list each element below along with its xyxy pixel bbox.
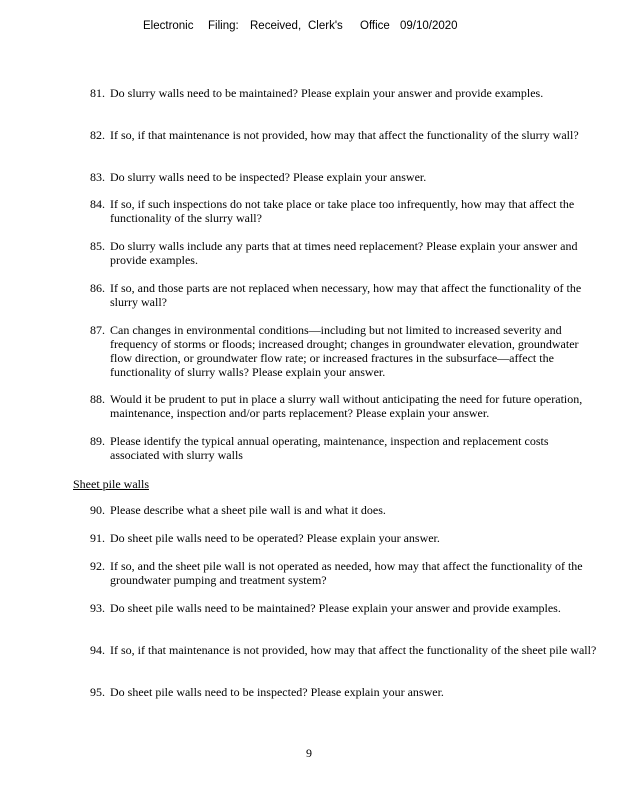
question-item: [90, 239, 600, 267]
page-number: 9: [306, 746, 312, 760]
question-text: If so, if such inspections do not take place or take place too infrequently, how may that affect the functionality of the slurry wall?: [110, 197, 575, 225]
question-text: If so, and those parts are not replaced when necessary, how may that affect the functionality of the slurry wall?: [110, 281, 582, 309]
question-text: If so, and the sheet pile wall is not operated as needed, how may that affect the functionality of the groundwater pumping and treatment system?: [110, 559, 583, 587]
question-item: [90, 559, 600, 587]
header-electronic: Electronic: [143, 20, 194, 32]
header-filing: Filing:: [208, 20, 239, 32]
question-text: Can changes in environmental conditions—including but not limited to increased severity and frequency of storms or floods; increased drought; changes in groundwater elevation, groundwater flow direction, or groundwater flow rate; or increased fractures in the subsurface—affect the functionality of slurry walls? Please explain your answer.: [110, 323, 579, 379]
question-text: Please describe what a sheet pile wall is and what it does.: [110, 503, 386, 517]
question-item: [90, 601, 600, 615]
question-item: [90, 643, 600, 657]
question-text: Do sheet pile walls need to be inspected? Please explain your answer.: [110, 685, 444, 699]
question-number: 94.: [90, 643, 105, 657]
question-text: Do slurry walls need to be maintained? Please explain your answer and provide examples.: [110, 86, 544, 100]
question-text: If so, if that maintenance is not provided, how may that affect the functionality of the slurry wall?: [110, 128, 579, 142]
question-number: 95.: [90, 685, 105, 699]
header-date: 09/10/2020: [400, 20, 458, 32]
question-number: 91.: [90, 531, 105, 545]
header-office: Office: [360, 20, 390, 32]
question-text: If so, if that maintenance is not provided, how may that affect the functionality of the sheet pile wall?: [110, 643, 597, 657]
section-heading-sheet-pile-walls: Sheet pile walls: [73, 477, 149, 491]
question-item: [90, 531, 600, 545]
question-number: 92.: [90, 559, 105, 573]
question-number: 87.: [90, 323, 105, 337]
question-text: Do slurry walls need to be inspected? Please explain your answer.: [110, 170, 427, 184]
question-text: Do sheet pile walls need to be operated? Please explain your answer.: [110, 531, 440, 545]
question-item: [90, 434, 600, 462]
question-number: 84.: [90, 197, 105, 211]
question-item: [90, 170, 600, 184]
question-item: [90, 86, 600, 100]
question-number: 82.: [90, 128, 105, 142]
question-text: Please identify the typical annual operating, maintenance, inspection and replacement costs associated with slurry walls: [110, 434, 549, 462]
question-number: 81.: [90, 86, 105, 100]
header-received: Received,: [250, 20, 302, 32]
question-item: [90, 685, 600, 699]
question-text: Do slurry walls include any parts that at times need replacement? Please explain your answer and provide examples.: [110, 239, 578, 267]
question-item: [90, 128, 600, 142]
question-item: [90, 197, 600, 225]
question-number: 90.: [90, 503, 105, 517]
question-item: [90, 281, 600, 309]
question-number: 88.: [90, 392, 105, 406]
header-clerks: Clerk's: [308, 20, 343, 32]
question-number: 93.: [90, 601, 105, 615]
question-item: [90, 503, 600, 517]
question-text: Do sheet pile walls need to be maintained? Please explain your answer and provide examples.: [110, 601, 561, 615]
question-text: Would it be prudent to put in place a slurry wall without anticipating the need for future operation, maintenance, inspection and/or parts replacement? Please explain your answer.: [110, 392, 583, 420]
question-number: 83.: [90, 170, 105, 184]
question-number: 89.: [90, 434, 105, 448]
question-number: 85.: [90, 239, 105, 253]
question-item: [90, 392, 600, 420]
question-item: [90, 323, 600, 379]
question-number: 86.: [90, 281, 105, 295]
